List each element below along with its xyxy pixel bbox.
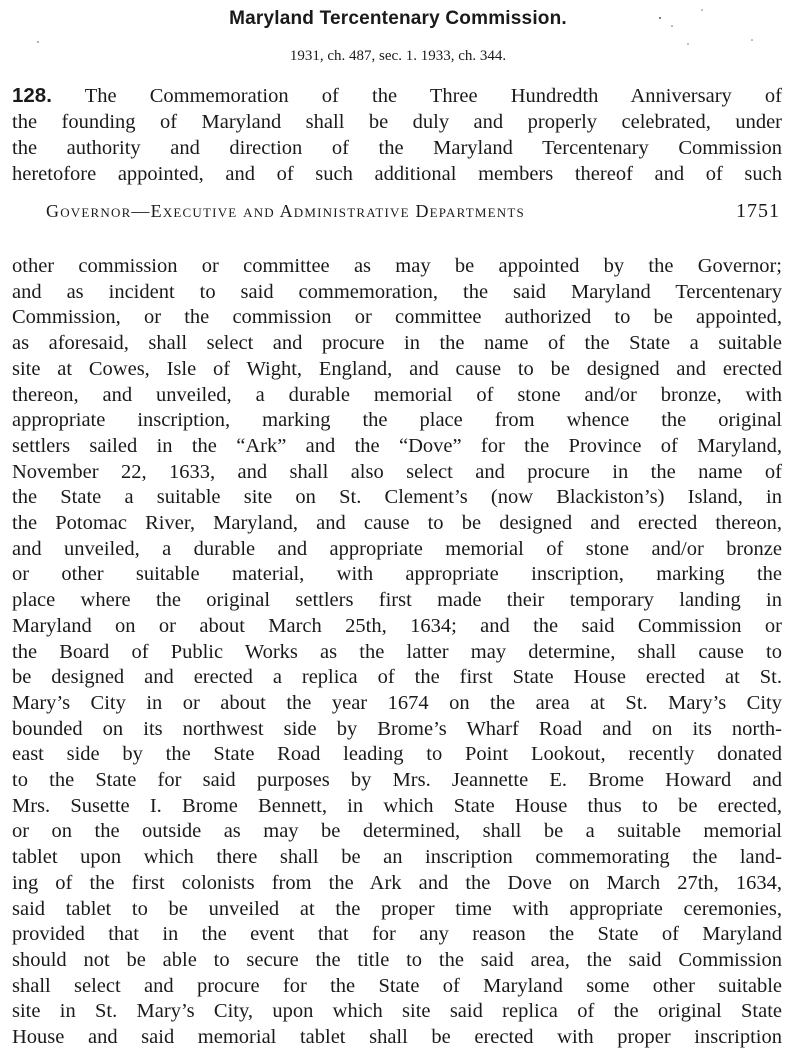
body-line: or on the outside as may be determined, shall be a suitable memorial [12,820,782,843]
running-head [46,200,780,223]
body-line: appropriate inscription, marking the place from whence the original [12,409,782,432]
body-line: site in St. Mary’s City, upon which site said replica of the original State [12,1000,782,1023]
body-line: should not be able to secure the title to the said area, the said Commission [12,948,782,971]
body-line: site at Cowes, Isle of Wight, England, and cause to be designed and erected [12,357,782,380]
body-line: tablet upon which there shall be an inscription commemorating the land- [12,846,782,869]
section-line: the founding of Maryland shall be duly and properly celebrated, under [12,111,782,133]
body-line: the Board of Public Works as the latter may determine, shall cause to [12,640,782,663]
body-line: Maryland on or about March 25th, 1634; and the said Commission or [12,614,782,637]
body-line: shall select and procure for the State of Maryland some other suitable [12,974,782,997]
section-line: heretofore appointed, and of such additional members thereof and of such [12,163,782,185]
body-line: November 22, 1633, and shall also select and procure in the name of [12,460,782,483]
running-head-text: Governor—Executive and Administrative Departments [46,201,525,221]
body-line: to the State for said purposes by Mrs. Jeannette E. Brome Howard and [12,769,782,791]
page-title: Maryland Tercentenary Commission. [229,8,567,29]
page-number: 1751 [736,200,780,222]
body-line: and unveiled, a durable and appropriate memorial of stone and/or bronze [12,537,782,560]
body-line: said tablet to be unveiled at the proper time with appropriate ceremonies, [12,897,782,920]
body-line: ing of the first colonists from the Ark and the Dove on March 27th, 1634, [12,871,782,894]
section-line: the authority and direction of the Maryland Tercentenary Commission [12,137,782,159]
body-line: as aforesaid, shall select and procure in the name of the State a suitable [12,332,782,355]
section-line: The Commemoration of the Three Hundredth Anniversary of [84,85,782,107]
body-line: thereon, and unveiled, a durable memorial of stone and/or bronze, with [12,383,782,406]
body-line: provided that in the event that for any reason the State of Maryland [12,923,782,946]
body-line: Mary’s City in or about the year 1674 on the area at St. Mary’s City [12,691,782,714]
body-line: and as incident to said commemoration, the said Maryland Tercentenary [12,280,782,303]
body-line: the Potomac River, Maryland, and cause to be designed and erected thereon, [12,512,782,534]
body-line: other commission or committee as may be appointed by the Governor; [12,255,782,277]
body-line: bounded on its northwest side by Brome’s Wharf Road and on its north- [12,717,782,740]
section-number: 128. [12,84,52,107]
body-line: House and said memorial tablet shall be erected with proper inscription [12,1026,782,1048]
body-line: be designed and erected a replica of the first State House erected at St. [12,666,782,689]
body-line: Mrs. Susette I. Brome Bennett, in which State House thus to be erected, [12,794,782,817]
body-line: Commission, or the commission or committee authorized to be appointed, [12,306,782,329]
body-line: east side by the State Road leading to Point Lookout, recently donated [12,743,782,766]
statute-citation: 1931, ch. 487, sec. 1. 1933, ch. 344. [289,48,507,64]
body-line: place where the original settlers first made their temporary landing in [12,589,782,612]
body-line: settlers sailed in the “Ark” and the “Dove” for the Province of Maryland, [12,434,782,457]
body-line: the State a suitable site on St. Clement’s (now Blackiston’s) Island, in [12,486,782,509]
section-first-line [12,83,782,109]
body-line: or other suitable material, with appropriate inscription, marking the [12,563,782,586]
